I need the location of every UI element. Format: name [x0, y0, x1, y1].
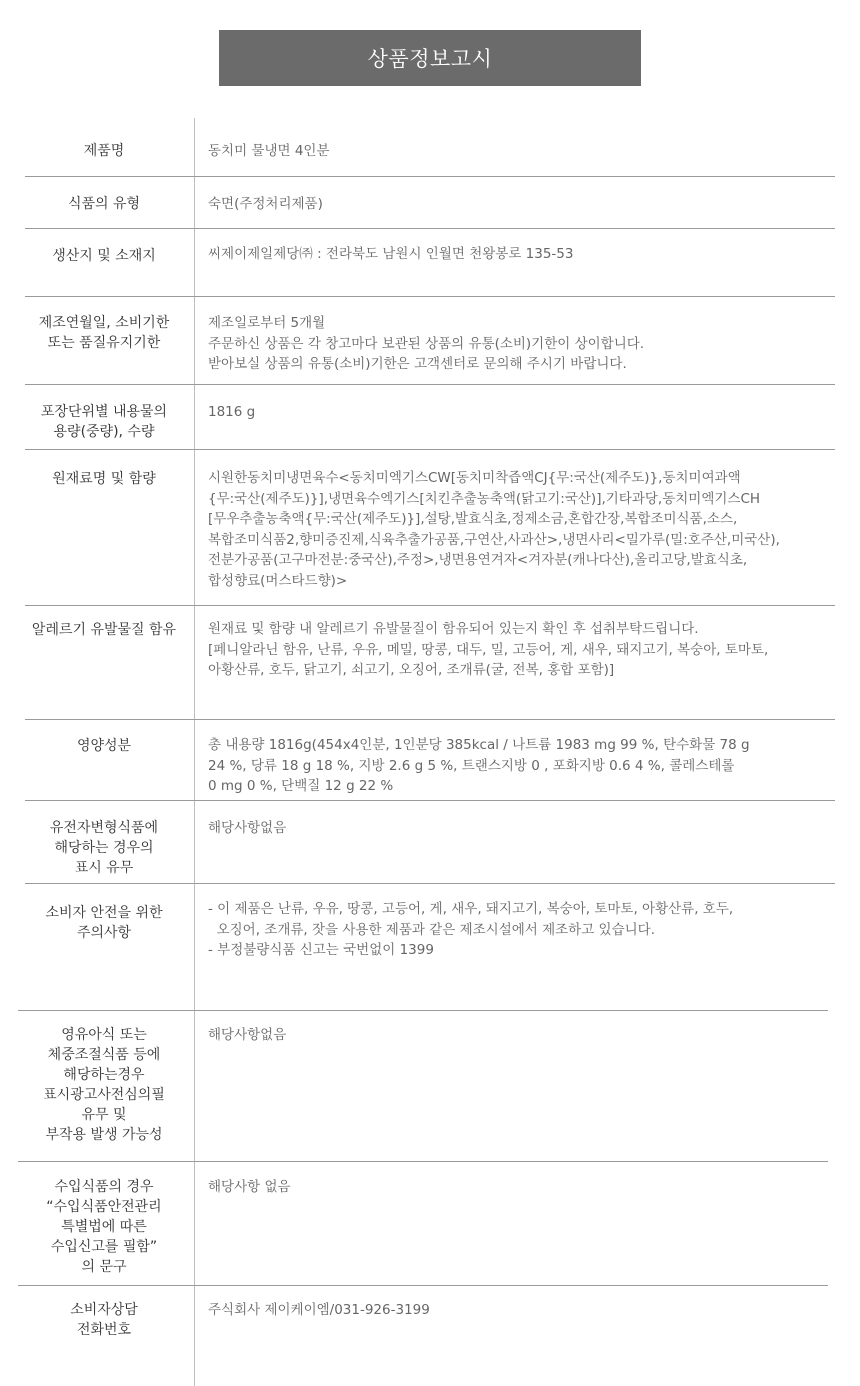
row-divider: [25, 228, 835, 229]
page-title: 상품정보고시: [219, 30, 641, 86]
row-label-line: 표시광고사전심의필: [43, 1087, 165, 1103]
row-value: [208, 1300, 848, 1321]
row-value: [208, 194, 848, 215]
row-label: [20, 313, 188, 353]
row-label: [20, 194, 188, 214]
row-label-line: 원재료명 및 함량: [52, 471, 156, 487]
row-value-line: 오징어, 조개류, 잣을 사용한 제품과 같은 제조시설에서 제조하고 있습니다.: [208, 921, 656, 938]
row-value-line: 시원한동치미냉면육수<동치미엑기스CW[동치미착즙액CJ{무:국산(제주도)},동치미여과액: [208, 470, 741, 486]
row-label-line: 생산지 및 소재지: [52, 248, 156, 264]
row-value: [208, 735, 848, 797]
row-value-line: [무우추출농축액{무:국산(제주도)}],설탕,발효식초,정제소금,혼합간장,복합조미식품,소스,: [208, 511, 738, 527]
row-value-line: 주문하신 상품은 각 창고마다 보관된 상품의 유통(소비)기한이 상이합니다.: [208, 335, 645, 352]
row-label-line: 용량(중량), 수량: [53, 424, 155, 440]
row-label-line: 해당하는 경우의: [54, 840, 154, 856]
row-value-line: {무:국산(제주도)}],냉면육수엑기스[치킨추출농축액(닭고기:국산)],기타과당,동치미엑기스CH: [208, 490, 761, 507]
row-divider: [25, 449, 835, 450]
row-label-line: 제조연월일, 소비기한: [38, 315, 170, 331]
row-value-line: 전분가공품(고구마전분:중국산),주정>,냉면용연겨자<겨자분(캐나다산),올리고당,발효식초,: [208, 552, 748, 568]
row-value-line: 동치미 물냉면 4인분: [208, 143, 330, 159]
row-divider: [25, 296, 835, 297]
row-label-line: 알레르기 유발물질 함유: [31, 622, 177, 638]
row-value-line: 원재료 및 함량 내 알레르기 유발물질이 함유되어 있는지 확인 후 섭취부탁드립니다.: [208, 621, 699, 637]
row-label-line: 표시 유무: [74, 860, 134, 876]
row-label-line: 식품의 유형: [67, 196, 141, 212]
row-label: [20, 469, 188, 489]
row-value-line: 받아보실 상품의 유통(소비)기한은 고객센터로 문의해 주시기 바랍니다.: [208, 356, 627, 372]
row-value-line: 씨제이제일제당㈜ : 전라북도 남원시 인월면 천왕봉로 135-53: [208, 246, 574, 262]
row-divider: [25, 883, 835, 884]
row-value: [208, 244, 848, 265]
row-label-line: 영양성분: [76, 738, 132, 754]
row-value-line: 합성향료(머스타드향)>: [208, 572, 348, 589]
row-value: [208, 818, 848, 839]
row-label: [20, 620, 188, 640]
row-value: [208, 1177, 848, 1198]
row-value: [208, 899, 848, 961]
row-value: [208, 619, 848, 681]
row-label-line: 유무 및: [81, 1107, 127, 1123]
row-value-line: 24 %, 당류 18 g 18 %, 지방 2.6 g 5 %, 트랜스지방 0 , 포화지방 0.6 4 %, 콜레스테롤: [208, 757, 735, 774]
row-divider: [25, 384, 835, 385]
row-label: [20, 903, 188, 943]
row-divider: [18, 1285, 828, 1286]
row-label-line: “수입식품안전관리: [46, 1199, 162, 1215]
row-label-line: 소비자 안전을 위한: [45, 905, 163, 921]
row-value-line: 해당사항 없음: [208, 1179, 291, 1195]
row-divider: [25, 719, 835, 720]
row-label-line: 체중조절식품 등에: [47, 1047, 161, 1063]
row-label-line: 의 문구: [81, 1259, 127, 1275]
row-label: [20, 1025, 188, 1145]
row-value: [208, 402, 848, 423]
row-divider: [18, 1010, 828, 1011]
row-divider: [18, 1161, 828, 1162]
row-value-line: 해당사항없음: [208, 820, 287, 836]
row-value-line: - 이 제품은 난류, 우유, 땅콩, 고등어, 게, 새우, 돼지고기, 복숭아, 토마토, 아황산류, 호두,: [208, 901, 734, 917]
row-value-line: 해당사항없음: [208, 1027, 287, 1043]
row-label-line: 수입신고를 필함”: [50, 1239, 158, 1255]
row-label-line: 소비자상담: [70, 1302, 138, 1318]
row-value-line: 제조일로부터 5개월: [208, 315, 326, 331]
row-label-line: 제품명: [83, 143, 125, 159]
row-label: [20, 246, 188, 266]
row-label: [20, 141, 188, 161]
row-label-line: 또는 품질유지기한: [47, 335, 161, 351]
row-label-line: 부작용 발생 가능성: [45, 1127, 163, 1143]
row-divider: [25, 176, 835, 177]
row-value: [208, 468, 848, 591]
row-label: [20, 1300, 188, 1340]
row-value-line: 총 내용량 1816g(454x4인분, 1인분당 385kcal / 나트륨 1983 mg 99 %, 탄수화물 78 g: [208, 737, 750, 753]
row-value-line: 숙면(주정처리제품): [208, 196, 323, 212]
row-label-line: 수입식품의 경우: [54, 1179, 154, 1195]
row-label-line: 특별법에 따른: [61, 1219, 147, 1235]
row-label-line: 주의사항: [76, 925, 132, 941]
row-value-line: 주식회사 제이케이엠/031-926-3199: [208, 1302, 430, 1318]
row-label: [20, 818, 188, 878]
row-value-line: [페니알라닌 함유, 난류, 우유, 메밀, 땅콩, 대두, 밀, 고등어, 게, 새우, 돼지고기, 복숭아, 토마토,: [208, 641, 769, 658]
row-label: [20, 1177, 188, 1277]
row-label: [20, 736, 188, 756]
row-label-line: 전화번호: [76, 1322, 132, 1338]
row-label-line: 해당하는경우: [63, 1067, 145, 1083]
row-label: [20, 402, 188, 442]
row-value: [208, 313, 848, 375]
row-value-line: - 부정불량식품 신고는 국번없이 1399: [208, 942, 434, 958]
row-divider: [25, 800, 835, 801]
row-value-line: 1816 g: [208, 404, 256, 420]
row-value-line: 0 mg 0 %, 단백질 12 g 22 %: [208, 778, 394, 794]
row-divider: [25, 605, 835, 606]
row-label-line: 포장단위별 내용물의: [40, 404, 168, 420]
row-value: [208, 1025, 848, 1046]
row-label-line: 영유아식 또는: [61, 1027, 147, 1043]
column-divider: [194, 118, 195, 1386]
row-label-line: 유전자변형식품에: [49, 820, 159, 836]
row-value: [208, 141, 848, 162]
row-value-line: 복합조미식품2,향미증진제,식육추출가공품,구연산,사과산>,냉면사리<밀가루(밀:호주산,미국산),: [208, 531, 780, 548]
row-value-line: 아황산류, 호두, 닭고기, 쇠고기, 오징어, 조개류(굴, 전복, 홍합 포함)]: [208, 662, 615, 678]
